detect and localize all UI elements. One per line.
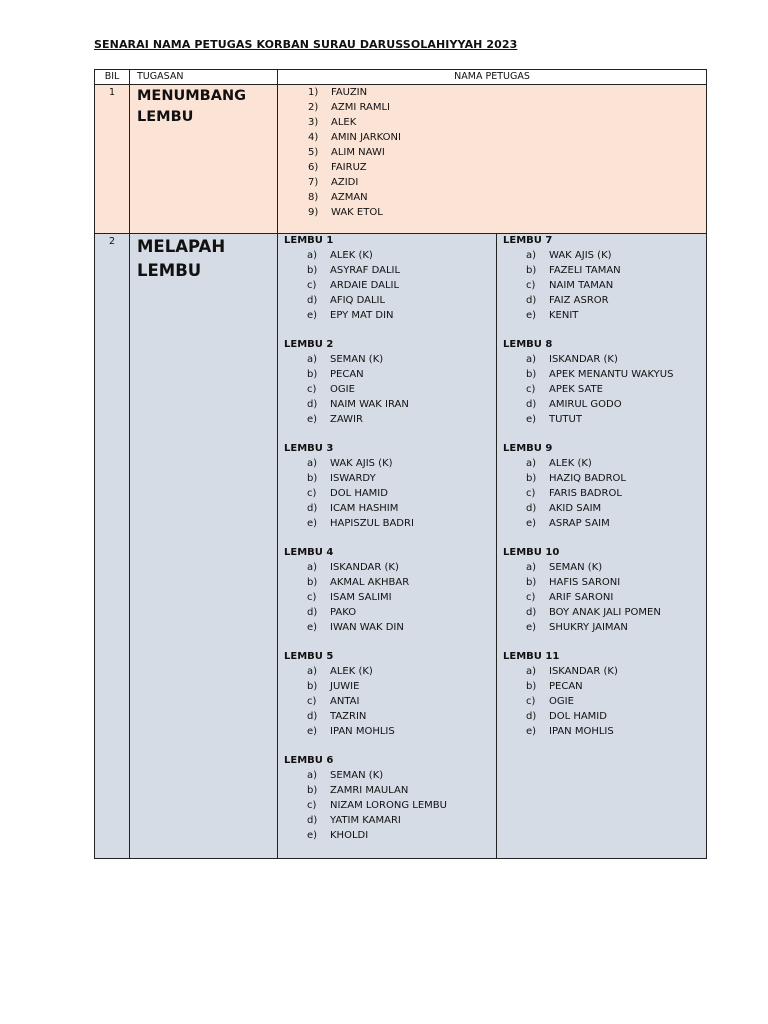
list-item (526, 575, 706, 590)
list-marker: e) (526, 414, 537, 425)
person-name: AMIN JARKONI (331, 132, 401, 143)
person-name: ALIM NAWI (331, 147, 385, 158)
person-name: TAZRIN (330, 711, 367, 722)
list-item (526, 367, 706, 382)
person-name: ARDAIE DALIL (330, 280, 400, 291)
person-name: ALEK (K) (330, 666, 373, 677)
person-name: DOL HAMID (330, 488, 388, 499)
person-name: ISKANDAR (K) (549, 666, 618, 677)
person-name: AKMAL AKHBAR (330, 577, 410, 588)
list-marker: c) (307, 696, 317, 707)
person-name: SHUKRY JAIMAN (549, 622, 628, 633)
list-item (526, 412, 706, 427)
list-item (526, 263, 706, 278)
list-item (308, 175, 706, 190)
cow-group (284, 338, 496, 427)
group-heading: LEMBU 2 (284, 339, 334, 350)
cow-group (503, 546, 706, 635)
member-list (284, 768, 496, 843)
list-item (526, 278, 706, 293)
person-name: PECAN (330, 369, 364, 380)
spacer (497, 427, 706, 442)
person-name: OGIE (549, 696, 574, 707)
spacer (497, 323, 706, 338)
list-item (526, 397, 706, 412)
list-marker: a) (526, 354, 537, 365)
spacer (278, 427, 496, 442)
list-item (307, 620, 496, 635)
row-number: 1 (95, 85, 130, 234)
list-item (307, 412, 496, 427)
person-name: YATIM KAMARI (330, 815, 401, 826)
spacer (278, 739, 496, 754)
list-marker: d) (307, 815, 318, 826)
person-name: FAIRUZ (331, 162, 367, 173)
person-name: IWAN WAK DIN (330, 622, 404, 633)
task-label: MENUMBANG (137, 88, 246, 104)
list-marker: 4) (308, 132, 319, 143)
list-item (526, 560, 706, 575)
list-item (307, 352, 496, 367)
person-name: PAKO (330, 607, 357, 618)
list-item (308, 190, 706, 205)
person-name: EPY MAT DIN (330, 310, 394, 321)
group-heading: LEMBU 9 (503, 443, 553, 454)
task-label: LEMBU (137, 261, 202, 280)
list-marker: c) (307, 592, 317, 603)
member-list (284, 664, 496, 739)
list-item (307, 516, 496, 531)
list-marker: b) (307, 785, 318, 796)
cow-group (503, 234, 706, 323)
list-item (526, 664, 706, 679)
member-list (284, 248, 496, 323)
names-column-left (278, 234, 497, 859)
list-item (307, 664, 496, 679)
list-marker: e) (307, 830, 318, 841)
list-marker: 3) (308, 117, 319, 128)
spacer (278, 323, 496, 338)
list-marker: 8) (308, 192, 319, 203)
list-item (307, 709, 496, 724)
list-marker: b) (307, 577, 318, 588)
group-heading: LEMBU 11 (503, 651, 560, 662)
list-marker: b) (307, 265, 318, 276)
list-item (307, 590, 496, 605)
person-name: IPAN MOHLIS (549, 726, 614, 737)
group-heading: LEMBU 5 (284, 651, 334, 662)
person-name: DOL HAMID (549, 711, 607, 722)
person-name: AKID SAIM (549, 503, 602, 514)
list-marker: b) (526, 473, 537, 484)
list-item (307, 263, 496, 278)
names-column-right (497, 234, 707, 859)
list-marker: e) (526, 726, 537, 737)
person-name: WAK ETOL (331, 207, 383, 218)
list-item (526, 486, 706, 501)
person-name: APEK MENANTU WAKYUS (549, 369, 674, 380)
list-marker: a) (526, 562, 537, 573)
list-marker: d) (307, 399, 318, 410)
person-name: ASYRAF DALIL (330, 265, 401, 276)
list-item (526, 605, 706, 620)
list-item (307, 783, 496, 798)
list-item (307, 768, 496, 783)
cow-group (503, 442, 706, 531)
list-item (308, 205, 706, 220)
list-marker: e) (307, 726, 318, 737)
group-heading: LEMBU 4 (284, 547, 334, 558)
spacer (278, 531, 496, 546)
cow-group (503, 338, 706, 427)
list-marker: d) (526, 711, 537, 722)
person-name: AZIDI (331, 177, 359, 188)
list-marker: e) (526, 310, 537, 321)
member-list (284, 456, 496, 531)
list-marker: e) (307, 414, 318, 425)
header-nama-petugas: NAMA PETUGAS (278, 70, 707, 85)
list-item (526, 516, 706, 531)
task-label: MELAPAH (137, 237, 226, 256)
cow-group (284, 546, 496, 635)
list-item (526, 709, 706, 724)
person-name: FAUZIN (331, 87, 368, 98)
person-name: NAIM WAK IRAN (330, 399, 409, 410)
list-marker: b) (307, 369, 318, 380)
names-cell (278, 85, 707, 234)
list-item (307, 694, 496, 709)
list-marker: a) (307, 666, 318, 677)
person-name: KHOLDI (330, 830, 369, 841)
list-marker: d) (307, 711, 318, 722)
group-heading: LEMBU 6 (284, 755, 334, 766)
task-label: LEMBU (137, 109, 194, 125)
list-marker: 6) (308, 162, 319, 173)
list-marker: c) (526, 384, 536, 395)
list-item (307, 501, 496, 516)
person-name: ISWARDY (330, 473, 376, 484)
person-name: SEMAN (K) (549, 562, 603, 573)
list-marker: e) (307, 310, 318, 321)
member-list (503, 248, 706, 323)
header-row (95, 70, 707, 85)
person-name: ASRAP SAIM (549, 518, 610, 529)
person-name: AFIQ DALIL (330, 295, 386, 306)
person-name: ARIF SARONI (549, 592, 614, 603)
member-list (503, 456, 706, 531)
row-number: 2 (95, 234, 130, 859)
table-row (95, 85, 707, 234)
list-marker: a) (526, 458, 537, 469)
list-item (307, 813, 496, 828)
person-name: OGIE (330, 384, 355, 395)
person-name: HAPISZUL BADRI (330, 518, 414, 529)
list-item (307, 367, 496, 382)
person-name: WAK AJIS (K) (549, 250, 612, 261)
numbered-name-list (278, 85, 706, 220)
group-heading: LEMBU 8 (503, 339, 553, 350)
list-marker: d) (526, 607, 537, 618)
person-name: AZMI RAMLI (331, 102, 390, 113)
list-item (307, 293, 496, 308)
person-name: AMIRUL GODO (549, 399, 622, 410)
list-item (307, 486, 496, 501)
person-name: ZAMRI MAULAN (330, 785, 409, 796)
group-heading: LEMBU 1 (284, 235, 334, 246)
page-title: SENARAI NAMA PETUGAS KORBAN SURAU DARUSSOLAHIYYAH 2023 (94, 38, 518, 51)
list-marker: e) (307, 622, 318, 633)
list-marker: d) (307, 503, 318, 514)
person-name: HAFIS SARONI (549, 577, 621, 588)
spacer (278, 635, 496, 650)
person-name: FAIZ ASROR (549, 295, 609, 306)
list-marker: b) (307, 473, 318, 484)
list-marker: a) (307, 250, 318, 261)
list-item (307, 471, 496, 486)
person-name: ISKANDAR (K) (549, 354, 618, 365)
list-marker: 5) (308, 147, 319, 158)
person-name: SEMAN (K) (330, 770, 384, 781)
task-cell (130, 85, 278, 234)
spacer (497, 531, 706, 546)
list-item (308, 85, 706, 100)
list-item (307, 575, 496, 590)
person-name: NIZAM LORONG LEMBU (330, 800, 447, 811)
list-item (526, 724, 706, 739)
person-name: HAZIQ BADROL (549, 473, 627, 484)
list-item (307, 560, 496, 575)
list-marker: d) (526, 503, 537, 514)
cow-group (284, 442, 496, 531)
list-item (308, 115, 706, 130)
list-item (526, 382, 706, 397)
person-name: KENIT (549, 310, 579, 321)
cow-group (284, 234, 496, 323)
roster-table (94, 69, 707, 859)
list-marker: 1) (308, 87, 319, 98)
list-marker: d) (526, 295, 537, 306)
header-tugasan: TUGASAN (130, 70, 278, 85)
list-marker: b) (307, 681, 318, 692)
list-item (308, 130, 706, 145)
person-name: WAK AJIS (K) (330, 458, 393, 469)
list-marker: c) (526, 280, 536, 291)
list-item (308, 100, 706, 115)
person-name: SEMAN (K) (330, 354, 384, 365)
list-marker: c) (526, 488, 536, 499)
header-bil: BIL (95, 70, 130, 85)
list-marker: a) (526, 250, 537, 261)
person-name: ANTAI (330, 696, 360, 707)
member-list (503, 560, 706, 635)
cow-group (503, 650, 706, 739)
list-marker: d) (307, 607, 318, 618)
list-marker: d) (307, 295, 318, 306)
list-marker: c) (307, 488, 317, 499)
list-item (307, 397, 496, 412)
member-list (503, 352, 706, 427)
person-name: PECAN (549, 681, 583, 692)
person-name: BOY ANAK JALI POMEN (549, 607, 661, 618)
person-name: JUWIE (330, 681, 360, 692)
list-item (308, 160, 706, 175)
member-list (284, 352, 496, 427)
list-item (526, 308, 706, 323)
list-item (526, 471, 706, 486)
list-item (526, 501, 706, 516)
list-item (307, 798, 496, 813)
list-item (526, 620, 706, 635)
list-marker: 7) (308, 177, 319, 188)
list-marker: b) (526, 369, 537, 380)
list-marker: 2) (308, 102, 319, 113)
list-item (308, 145, 706, 160)
person-name: ICAM HASHIM (330, 503, 399, 514)
list-marker: a) (307, 770, 318, 781)
list-marker: d) (526, 399, 537, 410)
member-list (284, 560, 496, 635)
list-marker: c) (307, 384, 317, 395)
cow-group (284, 754, 496, 843)
person-name: ZAWIR (330, 414, 363, 425)
person-name: ALEK (K) (330, 250, 373, 261)
spacer (497, 635, 706, 650)
group-heading: LEMBU 3 (284, 443, 334, 454)
list-item (526, 293, 706, 308)
list-marker: c) (526, 592, 536, 603)
list-marker: c) (307, 280, 317, 291)
person-name: ALEK (331, 117, 357, 128)
list-marker: e) (526, 518, 537, 529)
person-name: NAIM TAMAN (549, 280, 614, 291)
list-marker: a) (307, 354, 318, 365)
group-heading: LEMBU 7 (503, 235, 553, 246)
task-cell (130, 234, 278, 859)
list-item (307, 724, 496, 739)
person-name: ALEK (K) (549, 458, 592, 469)
person-name: AZMAN (331, 192, 368, 203)
group-heading: LEMBU 10 (503, 547, 560, 558)
list-item (307, 308, 496, 323)
list-marker: e) (526, 622, 537, 633)
table-row (95, 234, 707, 859)
list-marker: c) (307, 800, 317, 811)
list-item (307, 248, 496, 263)
cow-group (284, 650, 496, 739)
person-name: ISAM SALIMI (330, 592, 392, 603)
person-name: TUTUT (549, 414, 582, 425)
list-marker: b) (526, 577, 537, 588)
list-marker: a) (307, 458, 318, 469)
list-item (526, 590, 706, 605)
list-item (526, 694, 706, 709)
list-marker: 9) (308, 207, 319, 218)
person-name: FAZELI TAMAN (549, 265, 621, 276)
list-marker: e) (307, 518, 318, 529)
list-marker: a) (307, 562, 318, 573)
list-marker: b) (526, 681, 537, 692)
person-name: APEK SATE (549, 384, 603, 395)
member-list (503, 664, 706, 739)
list-item (307, 382, 496, 397)
list-marker: c) (526, 696, 536, 707)
list-item (307, 679, 496, 694)
list-item (307, 278, 496, 293)
list-item (307, 605, 496, 620)
list-item (307, 456, 496, 471)
list-item (526, 352, 706, 367)
list-item (526, 679, 706, 694)
person-name: ISKANDAR (K) (330, 562, 399, 573)
list-marker: a) (526, 666, 537, 677)
person-name: FARIS BADROL (549, 488, 622, 499)
person-name: IPAN MOHLIS (330, 726, 395, 737)
list-item (307, 828, 496, 843)
list-item (526, 248, 706, 263)
list-marker: b) (526, 265, 537, 276)
list-item (526, 456, 706, 471)
